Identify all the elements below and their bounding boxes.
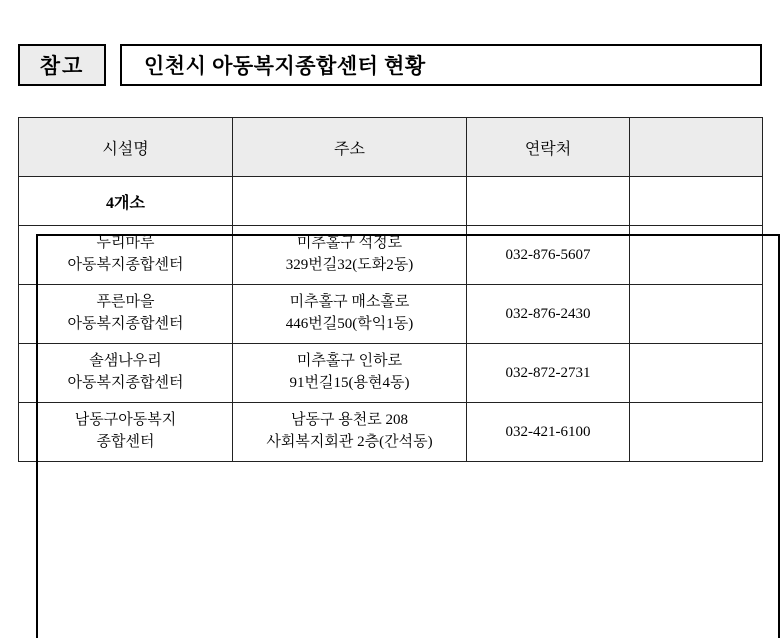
- cell-count-facility: 4개소: [19, 177, 233, 226]
- table-header-row: [19, 118, 763, 177]
- cell-facility: [19, 226, 233, 285]
- table-row: [19, 344, 763, 403]
- facility-name-line2: 아동복지종합센터: [67, 375, 184, 391]
- cell-phone: 032-421-6100: [467, 403, 630, 462]
- reference-tag-label: 참고: [39, 54, 85, 78]
- page-title: 인천시 아동복지종합센터 현황: [144, 54, 426, 78]
- column-header-address: 주소: [233, 118, 467, 177]
- table-row: [19, 403, 763, 462]
- column-header-phone: 연락처: [467, 118, 630, 177]
- table-row: [19, 285, 763, 344]
- address-line2: 329번길32(도화2동): [285, 257, 414, 273]
- address-line2: 사회복지회관 2층(간석동): [266, 434, 433, 450]
- table-row-count: [19, 177, 763, 226]
- cell-facility: [19, 344, 233, 403]
- cell-count-extra: [630, 177, 763, 226]
- facility-table: [18, 117, 763, 462]
- cell-extra: [630, 285, 763, 344]
- facility-name-line1: 솔샘나우리: [89, 353, 162, 370]
- address-line1: 미추홀구 석정로: [296, 235, 403, 252]
- cell-phone: 032-872-2731: [467, 344, 630, 403]
- address-line1: 남동구 용천로 208: [291, 412, 408, 429]
- cell-count-phone: [467, 177, 630, 226]
- cell-extra: [630, 226, 763, 285]
- facility-name-line1: 남동구아동복지: [74, 412, 177, 429]
- document-header: [18, 44, 762, 86]
- address-line2: 91번길15(용현4동): [289, 375, 410, 391]
- address-line2: 446번길50(학익1동): [285, 316, 414, 332]
- cell-extra: [630, 403, 763, 462]
- reference-tag-box: [18, 44, 106, 86]
- table-body: [19, 177, 763, 462]
- cell-address: [233, 403, 467, 462]
- table-row: [19, 226, 763, 285]
- address-line1: 미추홀구 매소홀로: [289, 294, 410, 311]
- column-header-facility: 시설명: [19, 118, 233, 177]
- facility-name-line2: 종합센터: [96, 434, 155, 450]
- cell-extra: [630, 344, 763, 403]
- column-header-extra: [630, 118, 763, 177]
- facility-name-line1: 누리마루: [96, 235, 155, 252]
- cell-facility: [19, 403, 233, 462]
- cell-phone: 032-876-5607: [467, 226, 630, 285]
- facility-name-line1: 푸른마을: [96, 294, 155, 311]
- cell-address: [233, 226, 467, 285]
- address-line1: 미추홀구 인하로: [296, 353, 403, 370]
- cell-facility: [19, 285, 233, 344]
- cell-count-address: [233, 177, 467, 226]
- table-header: [19, 118, 763, 177]
- facility-table-wrap: [18, 117, 762, 462]
- document-title-box: [120, 44, 762, 86]
- cell-address: [233, 344, 467, 403]
- facility-name-line2: 아동복지종합센터: [67, 316, 184, 332]
- facility-name-line2: 아동복지종합센터: [67, 257, 184, 273]
- cell-address: [233, 285, 467, 344]
- cell-phone: 032-876-2430: [467, 285, 630, 344]
